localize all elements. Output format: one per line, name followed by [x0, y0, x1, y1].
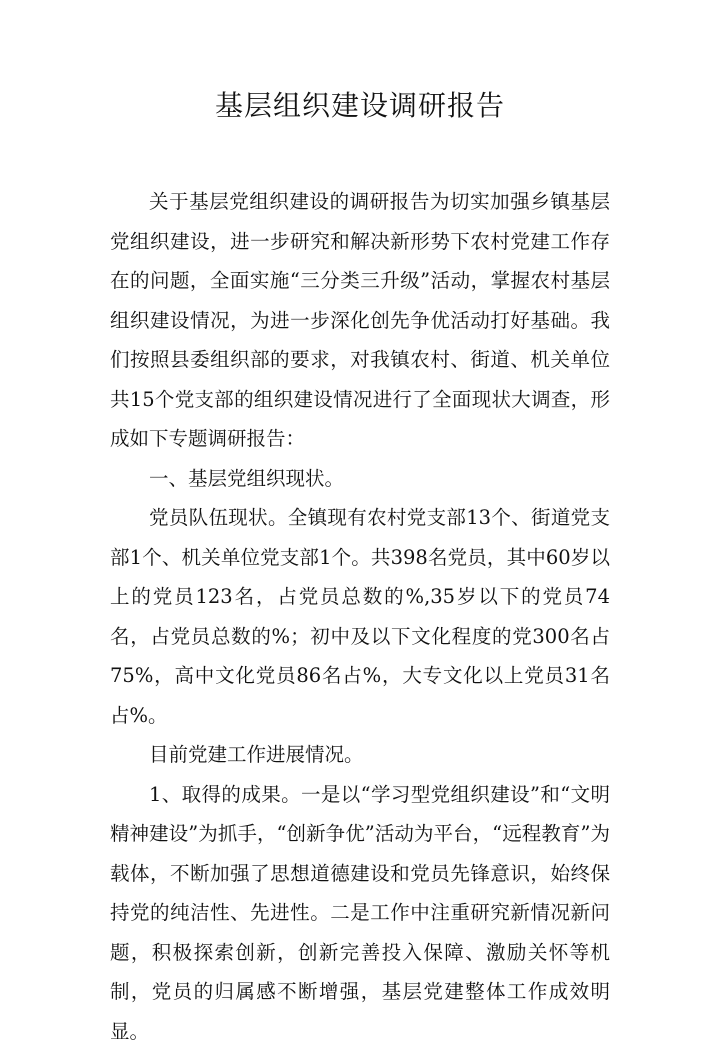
paragraph-section-heading: 一、基层党组织现状。 — [110, 459, 610, 499]
document-title: 基层组织建设调研报告 — [110, 86, 610, 126]
paragraph-member-status: 党员队伍现状。全镇现有农村党支部13个、街道党支部1个、机关单位党支部1个。共398名党员，其中60岁以上的党员123名，占党员总数的%,35岁以下的党员74名，占党员总数的%；初中及以下文化程度的党300名占75%，高中文化党员86名占%，大专文化以上党员31名占%。 — [110, 498, 610, 735]
paragraph-intro: 关于基层党组织建设的调研报告为切实加强乡镇基层党组织建设，进一步研究和解决新形势下农村党建工作存在的问题，全面实施“三分类三升级”活动，掌握农村基层组织建设情况，为进一步深化创先争优活动打好基础。我们按照县委组织部的要求，对我镇农村、街道、机关单位共15个党支部的组织建设情况进行了全面现状大调查，形成如下专题调研报告： — [110, 182, 610, 459]
paragraph-achievements: 1、取得的成果。一是以“学习型党组织建设”和“文明精神建设”为抓手，“创新争优”活动为平台，“远程教育”为载体，不断加强了思想道德建设和党员先锋意识，始终保持党的纯洁性、先进性。二是工作中注重研究新情况新问题，积极探索创新，创新完善投入保障、激励关怀等机制，党员的归属感不断增强，基层党建整体工作成效明显。 — [110, 775, 610, 1051]
paragraph-progress-heading: 目前党建工作进展情况。 — [110, 735, 610, 775]
